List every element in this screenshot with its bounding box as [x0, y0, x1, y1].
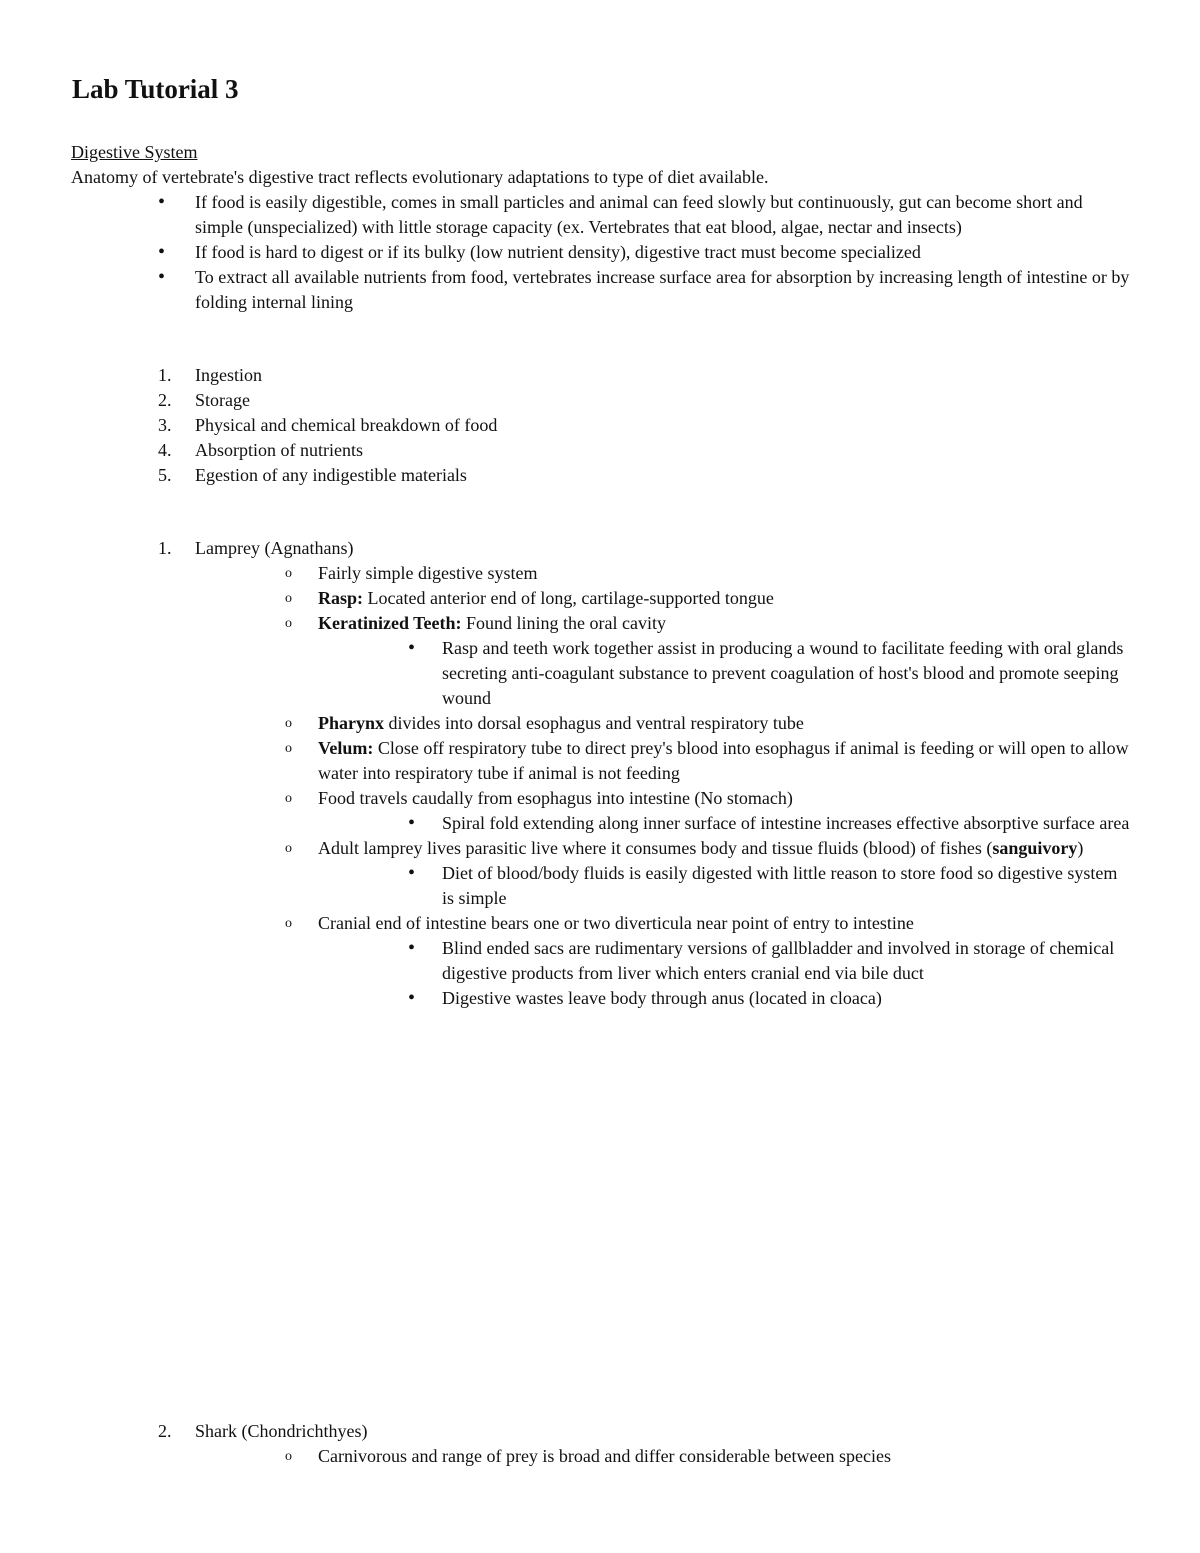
list-item-text: Absorption of nutrients: [195, 440, 363, 460]
list-item: [0, 936, 1200, 986]
list-item: [0, 811, 1200, 836]
list-number: 1.: [158, 365, 172, 385]
bullet-icon: •: [158, 266, 166, 288]
list-item-text: Digestive wastes leave body through anus (located in cloaca): [442, 988, 882, 1008]
list-number: 3.: [158, 415, 172, 435]
list-item: [0, 836, 1200, 861]
list-item: [0, 586, 1200, 611]
list-item-text: Diet of blood/body fluids is easily digested with little reason to store food so digestive system is simple: [442, 863, 1118, 908]
list-item: [0, 561, 1200, 586]
shark-heading: Shark (Chondrichthyes): [195, 1421, 368, 1441]
list-item-text: Egestion of any indigestible materials: [195, 465, 467, 485]
list-number: 2.: [158, 1421, 172, 1441]
list-item: [0, 240, 1200, 265]
circle-bullet-icon: o: [285, 616, 292, 631]
list-item: [0, 911, 1200, 936]
list-item: [0, 1444, 1200, 1469]
list-item: [0, 611, 1200, 636]
list-item-text: Cranial end of intestine bears one or two diverticula near point of entry to intestine: [318, 913, 914, 933]
velum-definition: Close off respiratory tube to direct prey's blood into esophagus if animal is feeding or will open to allow water into respiratory tube if animal is not feeding: [318, 738, 1129, 783]
section-heading: Digestive System: [71, 142, 198, 162]
bullet-icon: •: [408, 862, 416, 884]
list-item-text: [318, 836, 1133, 861]
circle-bullet-icon: o: [285, 841, 292, 856]
list-item-text: Ingestion: [195, 365, 262, 385]
list-item-text: Physical and chemical breakdown of food: [195, 415, 498, 435]
list-item: [0, 190, 1200, 240]
list-number: 4.: [158, 440, 172, 460]
list-item-text: To extract all available nutrients from food, vertebrates increase surface area for absorption by increasing length of intestine or by folding internal lining: [195, 267, 1130, 312]
term-sanguivory: sanguivory: [992, 838, 1078, 858]
circle-bullet-icon: o: [285, 566, 292, 581]
list-item: [0, 388, 1200, 413]
bullet-icon: •: [158, 191, 166, 213]
bullet-icon: •: [408, 987, 416, 1009]
list-item: [0, 463, 1200, 488]
list-item-text: [318, 611, 1133, 636]
bullet-icon: •: [408, 812, 416, 834]
list-item-text: Blind ended sacs are rudimentary versions of gallbladder and involved in storage of chemical digestive products from liver which enters cranial end via bile duct: [442, 938, 1115, 983]
teeth-definition: Found lining the oral cavity: [461, 613, 666, 633]
list-item: [0, 736, 1200, 786]
list-item: [0, 265, 1200, 315]
list-item-text: Fairly simple digestive system: [318, 563, 538, 583]
circle-bullet-icon: o: [285, 1449, 292, 1464]
list-item: [0, 536, 1200, 561]
list-item-text: Food travels caudally from esophagus into intestine (No stomach): [318, 788, 793, 808]
list-item-text: [318, 736, 1133, 786]
page-title: Lab Tutorial 3: [72, 74, 239, 104]
list-number: 5.: [158, 465, 172, 485]
list-number: 1.: [158, 538, 172, 558]
closing-paren: ): [1077, 838, 1084, 858]
list-item: [0, 786, 1200, 811]
circle-bullet-icon: o: [285, 916, 292, 931]
list-number: 2.: [158, 390, 172, 410]
term-velum: Velum:: [318, 738, 374, 758]
list-item-text: Spiral fold extending along inner surface of intestine increases effective absorptive surface area: [442, 813, 1130, 833]
bullet-icon: •: [408, 637, 416, 659]
list-item-text: Carnivorous and range of prey is broad and differ considerable between species: [318, 1446, 891, 1466]
list-item-text: [318, 711, 1133, 736]
list-item: [0, 1419, 1200, 1444]
list-item: [0, 438, 1200, 463]
term-pharynx: Pharynx: [318, 713, 385, 733]
circle-bullet-icon: o: [285, 791, 292, 806]
intro-bullet-list: [0, 190, 1200, 315]
list-item: [0, 711, 1200, 736]
list-item-text: If food is easily digestible, comes in small particles and animal can feed slowly but continuously, gut can become short and simple (unspecialized) with little storage capacity (ex. Vertebrates that eat blood, algae, nectar and insects): [195, 192, 1083, 237]
lamprey-section: [0, 536, 1200, 1011]
lamprey-heading: Lamprey (Agnathans): [195, 538, 354, 558]
pharynx-definition: divides into dorsal esophagus and ventral respiratory tube: [384, 713, 804, 733]
list-item: [0, 413, 1200, 438]
list-item: [0, 861, 1200, 911]
circle-bullet-icon: o: [285, 591, 292, 606]
list-item: [0, 986, 1200, 1011]
adult-lamprey-text: Adult lamprey lives parasitic live where it consumes body and tissue fluids (blood) of fishes (: [318, 838, 993, 858]
list-item-text: Storage: [195, 390, 250, 410]
list-item: [0, 636, 1200, 711]
term-rasp: Rasp:: [318, 588, 364, 608]
shark-section: [0, 1419, 1200, 1469]
bullet-icon: •: [158, 241, 166, 263]
functions-list: [0, 363, 1200, 488]
list-item-text: If food is hard to digest or if its bulky (low nutrient density), digestive tract must become specialized: [195, 242, 921, 262]
list-item-text: Rasp and teeth work together assist in producing a wound to facilitate feeding with oral glands secreting anti-coagulant substance to prevent coagulation of host's blood and promote seeping wound: [442, 638, 1124, 708]
term-keratinized-teeth: Keratinized Teeth:: [318, 613, 462, 633]
list-item-text: [318, 586, 1133, 611]
list-item: [0, 363, 1200, 388]
circle-bullet-icon: o: [285, 741, 292, 756]
circle-bullet-icon: o: [285, 716, 292, 731]
rasp-definition: Located anterior end of long, cartilage-supported tongue: [363, 588, 774, 608]
section-intro: Anatomy of vertebrate's digestive tract reflects evolutionary adaptations to type of diet available.: [71, 167, 769, 187]
bullet-icon: •: [408, 937, 416, 959]
